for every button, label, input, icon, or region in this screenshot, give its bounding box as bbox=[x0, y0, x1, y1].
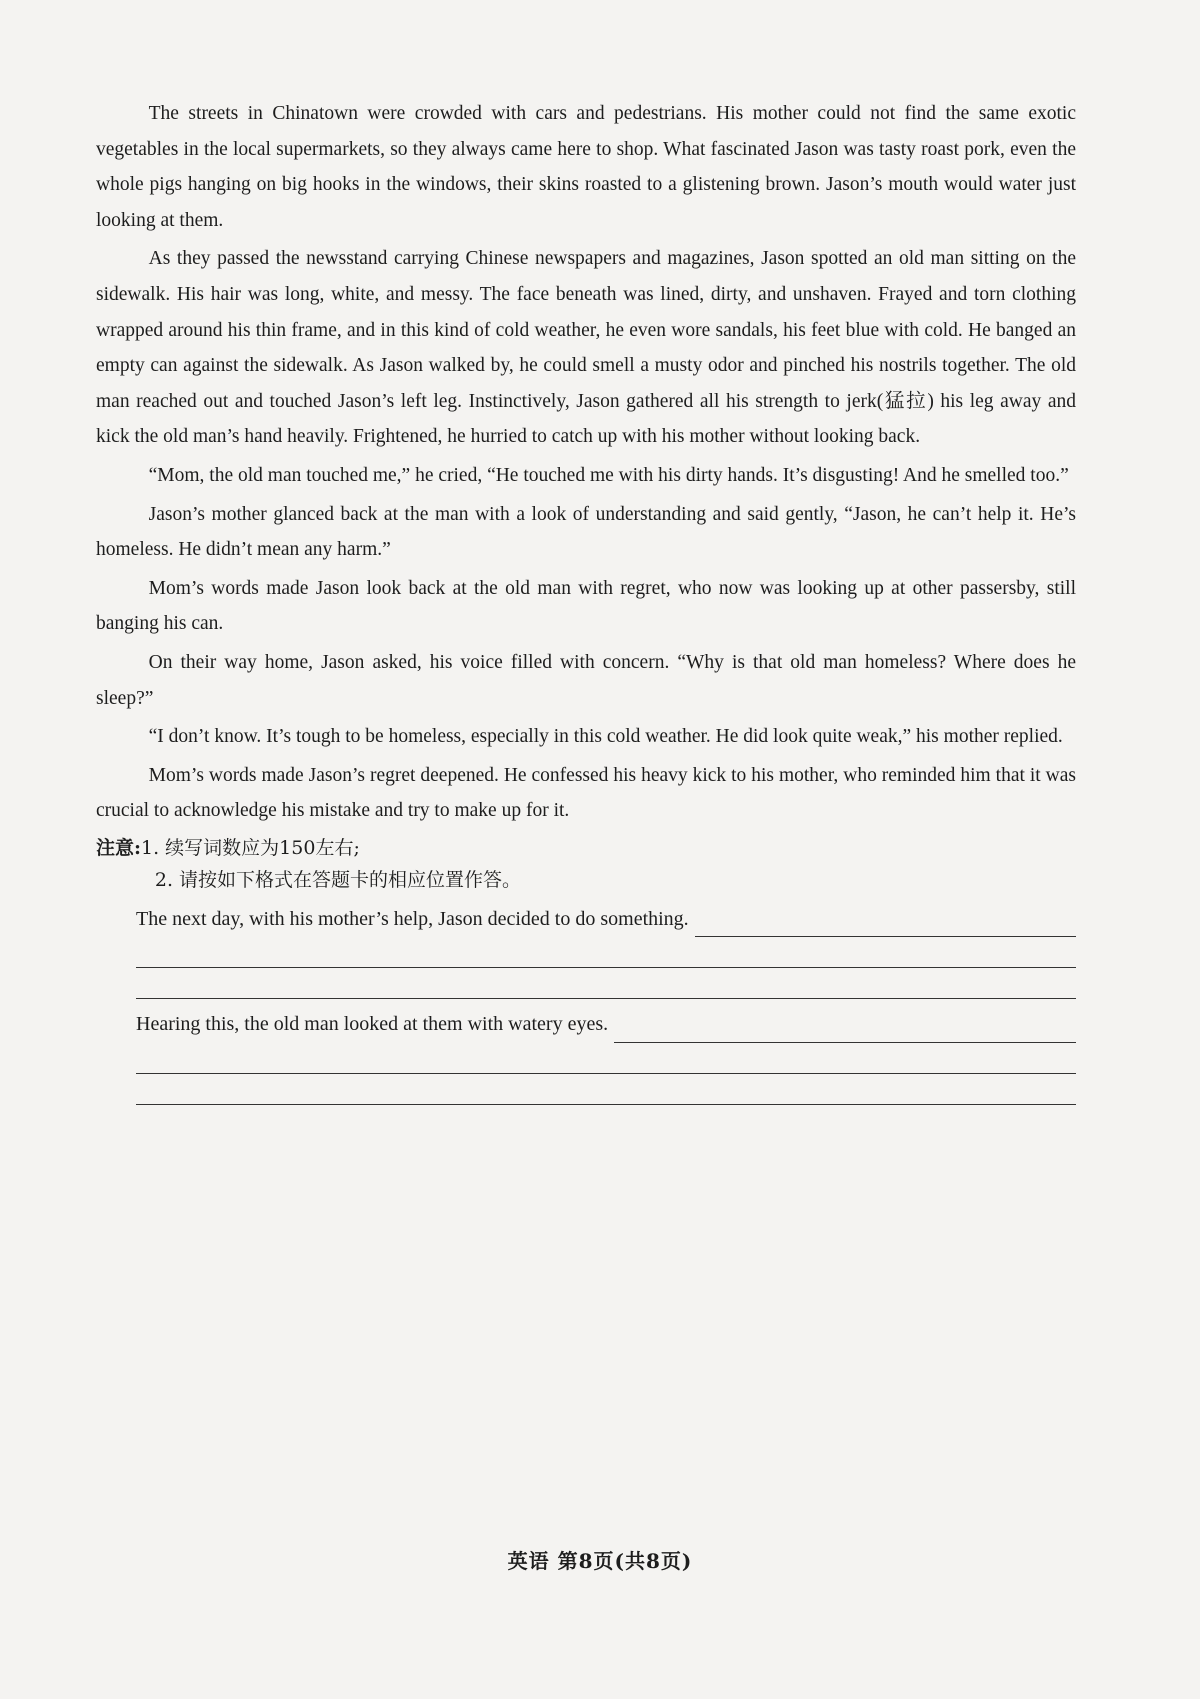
paragraph-5: Mom’s words made Jason look back at the old man with regret, who now was looking up at other passersby, still banging his can. bbox=[96, 577, 1076, 635]
paragraph-2: As they passed the newsstand carrying Chinese newspapers and magazines, Jason spotted an old man sitting on the sidewalk. His hair was long, white, and messy. The face beneath was lined, dirty, and unshaven. Frayed and torn clothing wrapped around his thin frame, and in this kind of cold weather, he even wore sandals, his feet blue with cold. He banged an empty can against the sidewalk. As Jason walked by, he could smell a musty odor and pinched his nostrils together. The old man reached out and touched Jason’s left leg. Instinctively, Jason gathered all his strength to jerk(猛拉) his leg away and kick the old man’s hand heavily. Frightened, he hurried to catch up with his mother without looking back. bbox=[96, 248, 1076, 448]
writing-instructions bbox=[96, 832, 1076, 896]
answer-line[interactable] bbox=[136, 968, 1076, 999]
paragraph-1: The streets in Chinatown were crowded with cars and pedestrians. His mother could not find the same exotic vegetables in the local supermarkets, so they always came here to shop. What fascinated Jason was tasty roast pork, even the whole pigs hanging on big hooks in the windows, their skins roasted to a glistening brown. Jason’s mouth would water just looking at them. bbox=[96, 103, 1076, 231]
paragraph-4: Jason’s mother glanced back at the man with a look of understanding and said gently, “Jason, he can’t help it. He’s homeless. He didn’t mean any harm.” bbox=[96, 503, 1076, 561]
answer-block-1 bbox=[96, 902, 1076, 1000]
answer-line[interactable] bbox=[136, 1043, 1076, 1074]
paragraph-7: “I don’t know. It’s tough to be homeless, especially in this cold weather. He did look quite weak,” his mother replied. bbox=[148, 726, 1063, 748]
starter-sentence-1: The next day, with his mother’s help, Jason decided to do something. bbox=[136, 907, 689, 930]
note-item-2: 2. 请按如下格式在答题卡的相应位置作答。 bbox=[154, 868, 522, 891]
passage bbox=[96, 96, 1076, 1113]
starter-sentence-2: Hearing this, the old man looked at them with watery eyes. bbox=[136, 1013, 609, 1036]
answer-blank[interactable] bbox=[695, 910, 1076, 937]
note-label: 注意: bbox=[96, 836, 142, 859]
paragraph-3: “Mom, the old man touched me,” he cried, “He touched me with his dirty hands. It’s disgusting! And he smelled too.” bbox=[148, 464, 1069, 486]
paragraph-8: Mom’s words made Jason’s regret deepened. He confessed his heavy kick to his mother, who reminded him that it was crucial to acknowledge his mistake and try to make up for it. bbox=[96, 764, 1076, 822]
page-footer: 英语 第8页(共8页) bbox=[507, 1549, 693, 1573]
answer-blank[interactable] bbox=[614, 1016, 1076, 1043]
answer-line[interactable] bbox=[136, 1074, 1076, 1105]
answer-block-2 bbox=[96, 1007, 1076, 1105]
note-item-1: 1. 续写词数应为150左右; bbox=[141, 836, 360, 859]
paragraph-6: On their way home, Jason asked, his voice filled with concern. “Why is that old man homeless? Where does he sleep?” bbox=[96, 651, 1076, 709]
answer-line[interactable] bbox=[136, 937, 1076, 968]
